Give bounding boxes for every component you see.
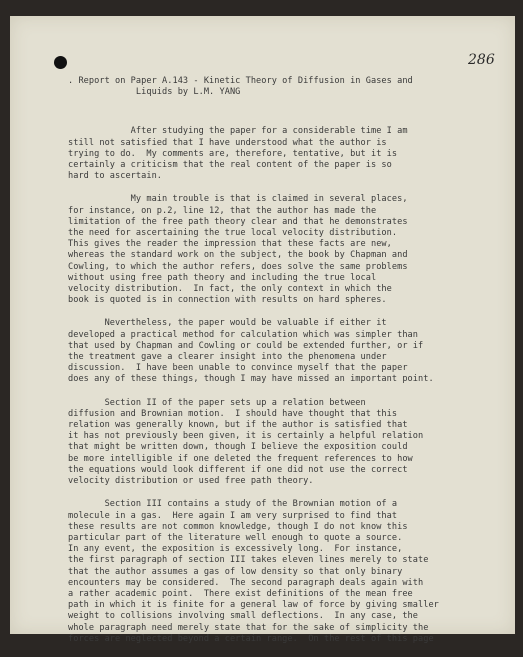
report-title: . Report on Paper A.143 - Kinetic Theory of Diffusion in Gases and Liquids by L.M. YANG xyxy=(68,76,413,98)
paragraph-5: Section III contains a study of the Brownian motion of a molecule in a gas. Here again I am very surprised to find that these results are not common knowledge, though I do not know this particular part of the literature well enough to quote a source. In any event, the exposition is excessively long. For instance, the first paragraph of section III takes eleven lines merely to state that the author assumes a gas of low density so that only binary encounters may be considered. The second paragraph deals again with a rather academic point. There exist definitions of the mean free path in which it is finite for a general law of force by giving smaller weight to collisions involving small deflections. In any case, the whole paragraph need merely state that for the sake of simplicity the forces are neglected beyond a certain range. On the rest of this page xyxy=(68,499,439,644)
punch-hole xyxy=(54,56,67,69)
paragraph-2: My main trouble is that is claimed in several places, for instance, on p.2, line 12, that the author has made the limitation of the free path theory clear and that he demonstrates the need for ascertaining the true local velocity distribution. This gives the reader the impression that these facts are new, whereas the standard work on the subject, the book by Chapman and Cowling, to which the author refers, does solve the same problems without using free path theory and including the true local velocity distribution. In fact, the only context in which the book is quoted is in connection with results on hard spheres. xyxy=(68,194,408,306)
page-number: 286 xyxy=(468,52,495,68)
paragraph-3: Nevertheless, the paper would be valuable if either it developed a practical method for calculation which was simpler than that used by Chapman and Cowling or could be extended further, or if the treatment gave a clearer insight into the phenomena under discussion. I have been unable to convince myself that the paper does any of these things, though I may have missed an important point. xyxy=(68,318,434,385)
paragraph-4: Section II of the paper sets up a relation between diffusion and Brownian motion. I should have thought that this relation was generally known, but if the author is satisfied that it has not previously been given, it is certainly a helpful relation that might be written down, though I believe the exposition could be more intelligible if one deleted the frequent references to how the equations would look different if one did not use the correct velocity distribution or used free path theory. xyxy=(68,397,424,487)
report-body xyxy=(68,76,508,657)
paragraph-1: After studying the paper for a considerable time I am still not satisfied that I have understood what the author is trying to do. My comments are, therefore, tentative, but it is certainly a criticism that the real content of the paper is so hard to ascertain. xyxy=(68,126,408,182)
document-page xyxy=(10,16,515,644)
